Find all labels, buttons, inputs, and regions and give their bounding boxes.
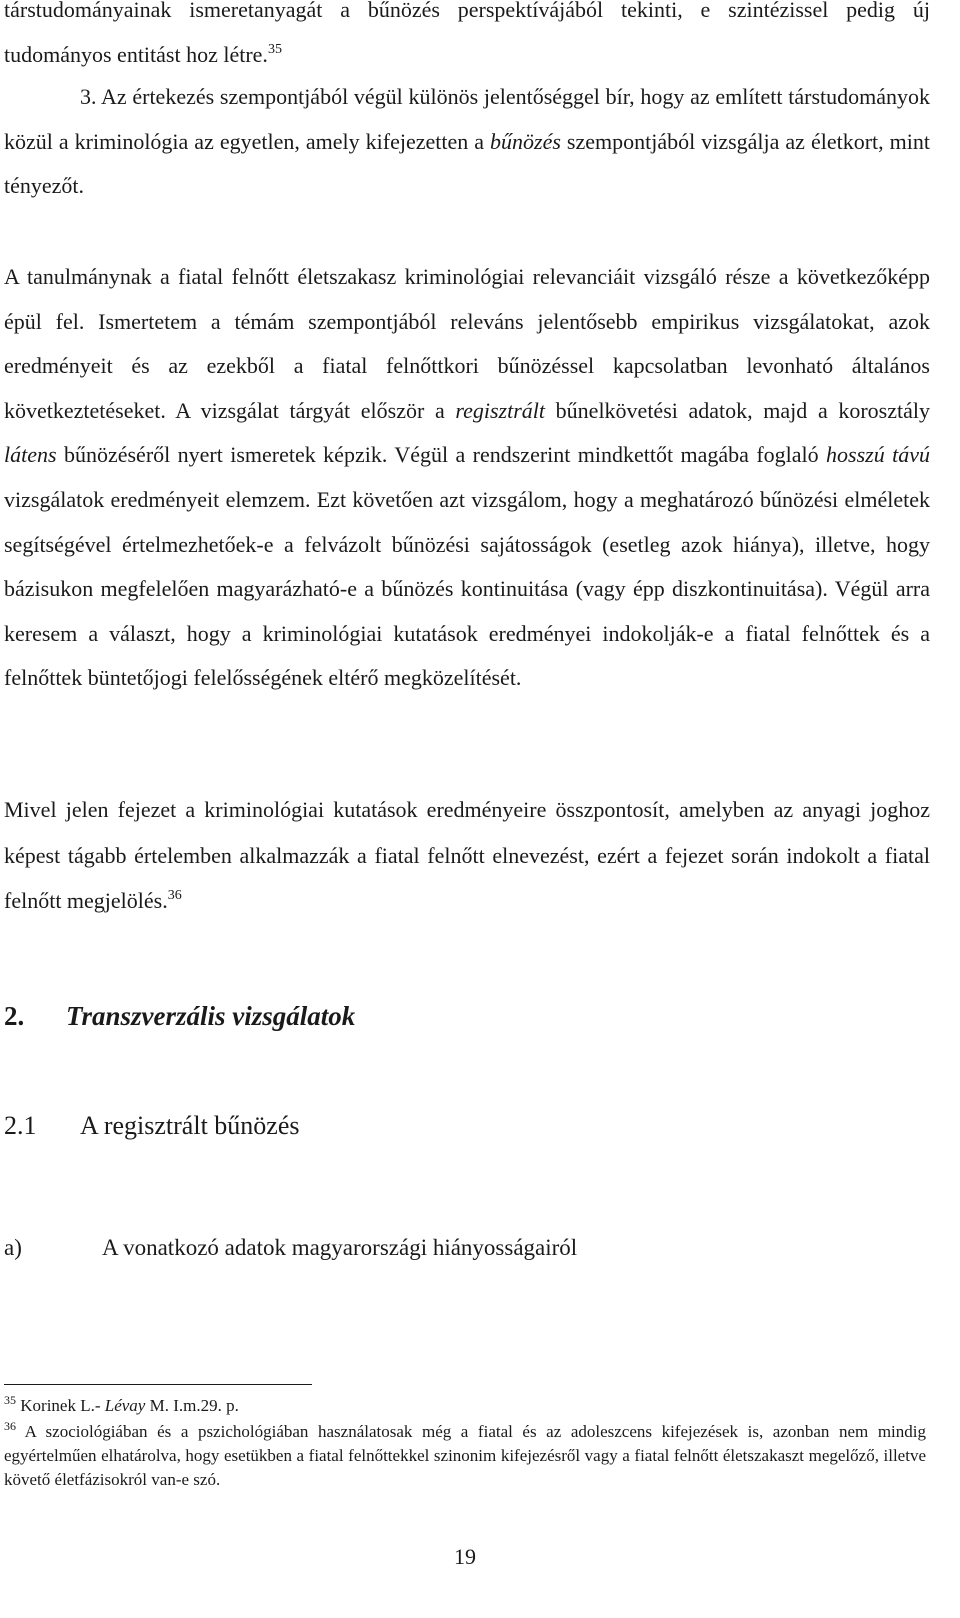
footnote-text: Korinek L.- bbox=[16, 1396, 105, 1415]
paragraph-terminology bbox=[4, 787, 930, 924]
footnote-text: A szociológiában és a pszichológiában használatosak még a fiatal és az adoleszcens kifejezések is, azonban nem mindig egyértelműen elhatárolva, hogy esetükben a fiatal felnőttekkel szinonim kifejezésről vagy a fiatal felnőtt életszakaszt megelőző, illetve követő életfázisokról van-e szó. bbox=[4, 1422, 926, 1489]
paragraph-continuation bbox=[4, 0, 930, 77]
section-number: 2. bbox=[4, 1001, 25, 1031]
paragraph-structure bbox=[4, 255, 930, 701]
emphasis-hosszu-tavu: hosszú távú bbox=[826, 442, 930, 468]
paragraph-text: bűnelkövetési adatok, majd a korosztály bbox=[545, 397, 930, 423]
section-title: Transzverzális vizsgálatok bbox=[66, 1001, 356, 1031]
footnote-author-emphasis: Lévay bbox=[104, 1396, 146, 1415]
paragraph-text: vizsgálatok eredményeit elemzem. Ezt követően azt vizsgálom, hogy a meghatározó bűnözési elméletek segítségével értelmezhetőek-e a felvázolt bűnözési sajátosságok (esetleg azok hiánya), illetve, hogy bázisukon megfelelően magyarázható-e a bűnözés kontinuitása (vagy épp diszkontinuitása). Végül arra keresem a választ, hogy a kriminológiai kutatások eredményei indokolják-e a fiatal felnőttek és a felnőttek büntetőjogi felelősségének eltérő megközelítését. bbox=[4, 486, 930, 691]
footnote-36 bbox=[4, 1420, 926, 1492]
paragraph-text: bűnözéséről nyert ismeretek képzik. Végül a rendszerint mindkettőt magába foglaló bbox=[56, 442, 827, 468]
paragraph-text: A tanulmánynak a fiatal felnőtt életszakasz kriminológiai relevanciáit vizsgáló része a következőképp épül fel. Ismertetem a témám szempontjából releváns jelentősebb empirikus vizsgálatokat, azok eredményeit és az ezekből a fiatal felnőttkori bűnözéssel kapcsolatban levonható általános következtetéseket. A vizsgálat tárgyát először a bbox=[4, 264, 930, 423]
emphasis-bunozes: bűnözés bbox=[490, 128, 561, 154]
footnote-mark: 35 bbox=[4, 1393, 16, 1407]
item-title: A vonatkozó adatok magyarországi hiányosságairól bbox=[102, 1235, 578, 1260]
paragraph-point-3 bbox=[4, 75, 930, 209]
footnote-ref-36[interactable]: 36 bbox=[167, 888, 182, 903]
subsection-title: A regisztrált bűnözés bbox=[80, 1111, 300, 1140]
section-heading bbox=[4, 996, 355, 1036]
item-heading bbox=[4, 1230, 577, 1266]
footnote-35 bbox=[4, 1394, 926, 1418]
footnote-mark: 36 bbox=[4, 1419, 16, 1433]
emphasis-latens: látens bbox=[4, 442, 57, 468]
footnote-separator bbox=[4, 1384, 312, 1385]
emphasis-regisztralt: regisztrált bbox=[455, 397, 546, 423]
paragraph-text: Mivel jelen fejezet a kriminológiai kutatások eredményeire összpontosít, amelyben az anyagi joghoz képest tágabb értelemben alkalmazzák a fiatal felnőtt elnevezést, ezért a fejezet során indokolt a fiatal felnőtt megjelölés. bbox=[4, 797, 930, 913]
page-number: 19 bbox=[454, 1544, 476, 1569]
subsection-number: 2.1 bbox=[4, 1111, 37, 1140]
footnote-text: M. I.m.29. p. bbox=[145, 1396, 239, 1415]
subsection-heading bbox=[4, 1106, 300, 1146]
paragraph-text: társtudományainak ismeretanyagát a bűnözés perspektívájából tekinti, e szintézissel pedig új tudományos entitást hoz létre. bbox=[4, 0, 930, 67]
paragraph-text: 3. Az értekezés szempontjából végül különös jelentőséggel bír, hogy az említett társtudományok közül a kriminológia az egyetlen, amely kifejezetten a bbox=[4, 84, 930, 154]
footnote-ref-35[interactable]: 35 bbox=[267, 41, 282, 57]
paragraph-text: szempontjából vizsgálja az életkort, mint tényezőt. bbox=[4, 128, 930, 199]
item-letter: a) bbox=[4, 1235, 22, 1260]
